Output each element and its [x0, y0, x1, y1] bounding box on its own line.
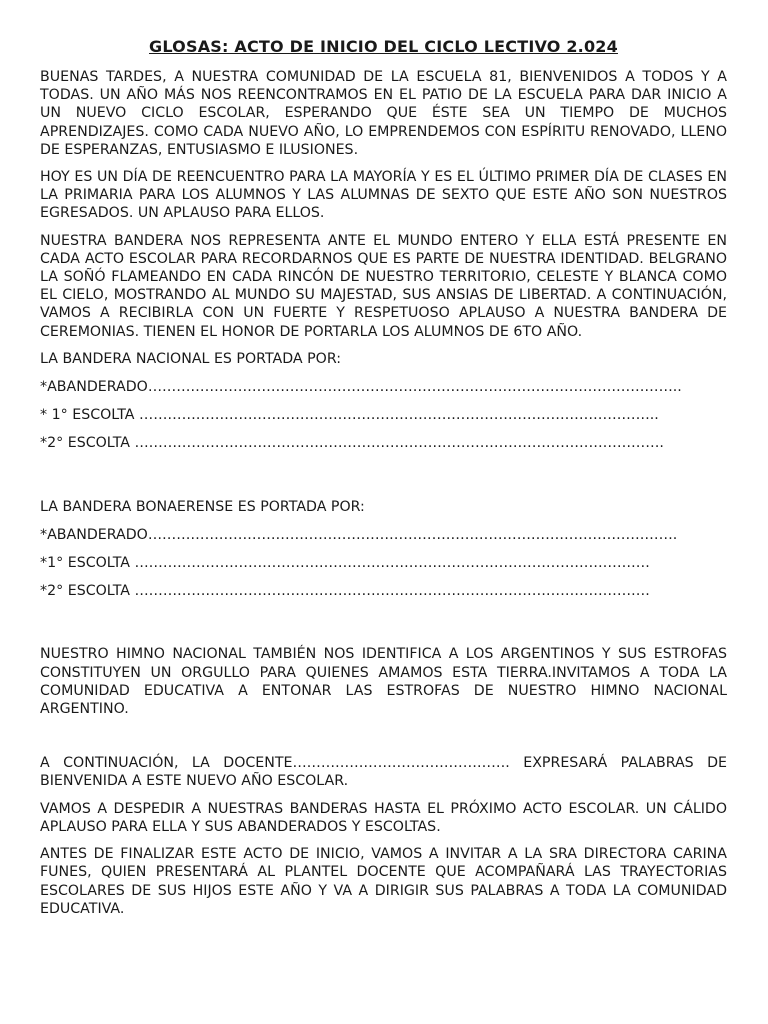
- paragraph-directora: ANTES DE FINALIZAR ESTE ACTO DE INICIO, VAMOS A INVITAR A LA SRA DIRECTORA CARINA FUNES, QUIEN PRESENTARÁ AL PLANTEL DOCENTE QUE ACOMPAÑARÁ LAS TRAYECTORIAS ESCOLARES DE SUS HIJOS ESTE AÑO Y VA A DIRIGIR SUS PALABRAS A TODA LA COMUNIDAD EDUCATIVA.: [40, 846, 727, 917]
- provincial-escolta1-line: *1° ESCOLTA ……………………………………………………………………………………………….: [40, 555, 650, 572]
- spacer: [40, 727, 727, 754]
- paragraph-welcome: BUENAS TARDES, A NUESTRA COMUNIDAD DE LA ESCUELA 81, BIENVENIDOS A TODOS Y A TODAS. UN AÑO MÁS NOS REENCONTRAMOS EN EL PATIO DE LA ESCUELA PARA DAR INICIO A UN NUEVO CICLO ESCOLAR, ESPERANDO QUE ÉSTE SEA UN TIEMPO DE MUCHOS APRENDIZAJES. COMO CADA NUEVO AÑO, LO EMPRENDEMOS CON ESPÍRITU RENOVADO, LLENO DE ESPERANZAS, ENTUSIASMO E ILUSIONES.: [40, 69, 727, 158]
- page-title: GLOSAS: ACTO DE INICIO DEL CICLO LECTIVO 2.024: [149, 37, 618, 56]
- national-abanderado-line: *ABANDERADO…………………………………………………………………………………………………..: [40, 379, 682, 396]
- paragraph-himno: NUESTRO HIMNO NACIONAL TAMBIÉN NOS IDENTIFICA A LOS ARGENTINOS Y SUS ESTROFAS CONSTITUYEN UN ORGULLO PARA QUIENES AMAMOS ESTA TIERRA.INVITAMOS A TODA LA COMUNIDAD EDUCATIVA A ENTONAR LAS ESTROFAS DE NUESTRO HIMNO NACIONAL ARGENTINO.: [40, 646, 727, 718]
- spacer: [40, 610, 727, 645]
- provincial-flag-heading: LA BANDERA BONAERENSE ES PORTADA POR:: [40, 498, 365, 515]
- national-flag-heading: LA BANDERA NACIONAL ES PORTADA POR:: [40, 350, 342, 367]
- paragraph-bandera: NUESTRA BANDERA NOS REPRESENTA ANTE EL MUNDO ENTERO Y ELLA ESTÁ PRESENTE EN CADA ACTO ESCOLAR PARA RECORDARNOS QUE ES PARTE DE NUESTRA IDENTIDAD. BELGRANO LA SOÑÓ FLAMEANDO EN CADA RINCÓN DE NUESTRO TERRITORIO, CELESTE Y BLANCA COMO EL CIELO, MOSTRANDO AL MUNDO SU MAJESTAD, SUS ANSIAS DE LIBERTAD. A CONTINUACIÓN, VAMOS A RECIBIRLA CON UN FUERTE Y RESPETUOSO APLAUSO A NUESTRA BANDERA DE CEREMONIAS. TIENEN EL HONOR DE PORTARLA LOS ALUMNOS DE 6TO AÑO.: [40, 232, 727, 340]
- national-escolta1-line: * 1° ESCOLTA ………………………………………………………………………………………………..: [40, 407, 659, 424]
- document-page: [40, 36, 727, 927]
- national-escolta2-line: *2° ESCOLTA ………………………………………………………………………………………………….: [40, 435, 664, 452]
- provincial-abanderado-line: *ABANDERADO………………………………………………………………………………………………….: [40, 526, 678, 543]
- paragraph-despedida: VAMOS A DESPEDIR A NUESTRAS BANDERAS HASTA EL PRÓXIMO ACTO ESCOLAR. UN CÁLIDO APLAUSO PARA ELLA Y SUS ABANDERADOS Y ESCOLTAS.: [40, 800, 727, 835]
- paragraph-reencuentro: HOY ES UN DÍA DE REENCUENTRO PARA LA MAYORÍA Y ES EL ÚLTIMO PRIMER DÍA DE CLASES EN LA PRIMARIA PARA LOS ALUMNOS Y LAS ALUMNAS DE SEXTO QUE ESTE AÑO SON NUESTROS EGRESADOS. UN APLAUSO PARA ELLOS.: [40, 169, 727, 222]
- paragraph-docente: A CONTINUACIÓN, LA DOCENTE………………………………………. EXPRESARÁ PALABRAS DE BIENVENIDA A ESTE NUEVO AÑO ESCOLAR.: [40, 755, 727, 790]
- spacer: [40, 463, 727, 498]
- provincial-escolta2-line: *2° ESCOLTA ……………………………………………………………………………………………….: [40, 583, 650, 600]
